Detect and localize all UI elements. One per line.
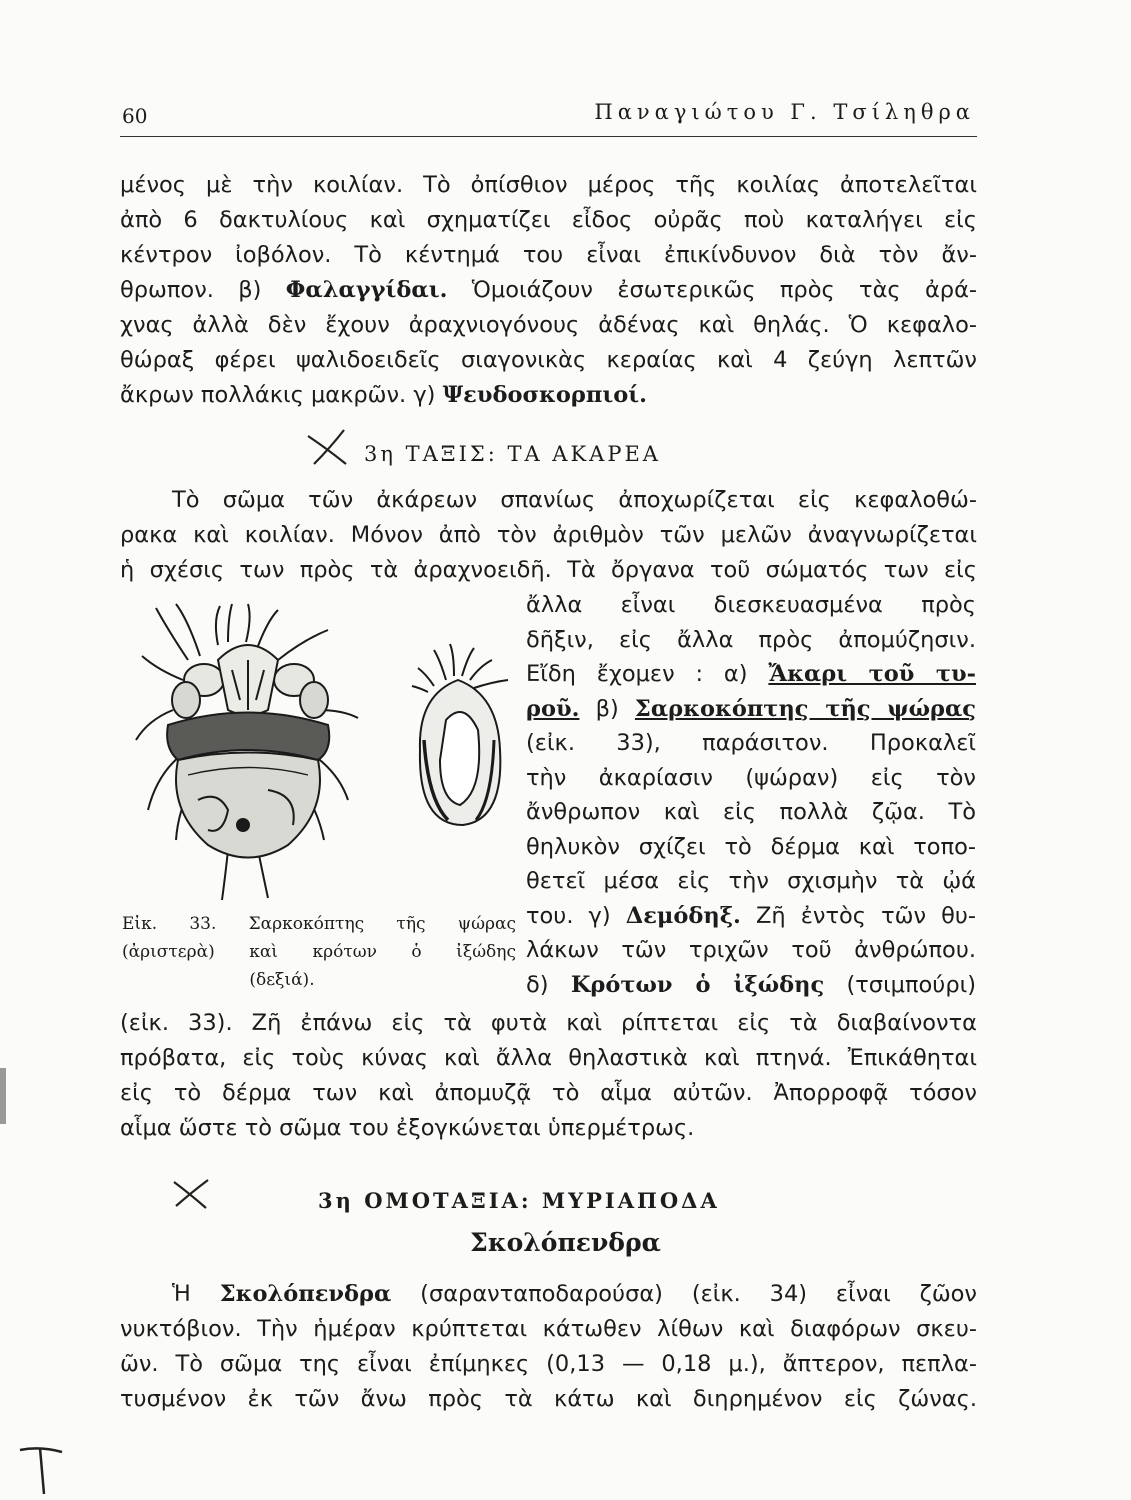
tick-drawing <box>412 644 508 825</box>
text-line: (εἰκ. 33). Ζῆ ἐπάνω εἰς τὰ φυτὰ καὶ ρίπτεται εἰς τὰ διαβαίνοντα <box>120 1010 977 1036</box>
text-span: β) <box>595 695 619 722</box>
text-line: θηλυκὸν σχίζει τὸ δέρμα καὶ τοπο- <box>526 833 976 860</box>
subsection-title: Σκολόπενδρα <box>470 1228 661 1257</box>
text-line: ἄλλα εἶναι διεσκευασμένα πρὸς <box>526 592 976 618</box>
text-line: ρακα καὶ κοιλίαν. Μόνον ἀπὸ τὸν ἀριθμὸν τῶν μελῶν ἀναγνωρίζεται <box>120 522 977 548</box>
text-line: τυσμένον ἐκ τῶν ἄνω πρὸς τὰ κάτω καὶ διηρημένον εἰς ζώνας. <box>120 1386 977 1412</box>
term-pseudoscorpions: Ψευδοσκορπιοί. <box>442 382 647 408</box>
text-line <box>526 692 976 727</box>
sarcoptes-mite-drawing <box>136 604 358 900</box>
text-line <box>526 899 976 934</box>
term-sarcoptes: Σαρκοκόπτης τῆς ψώρας <box>634 695 976 722</box>
paragraph-akarea-cont <box>120 518 977 588</box>
paragraph-tick-cont <box>120 1006 977 1146</box>
text-span: του. γ) <box>526 902 611 929</box>
text-line: μένος μὲ τὴν κοιλίαν. Τὸ ὀπίσθιον μέρος τῆς κοιλίας ἀποτελεῖται <box>120 172 977 198</box>
text-line: εἰς τὸ δέρμα των καὶ ἀπομυζᾷ τὸ αἷμα αὐτῶν. Ἀπορροφᾷ τόσον <box>120 1080 977 1106</box>
term-phalangidae: Φαλαγγίδαι. <box>285 277 448 303</box>
text-line: δῆξιν, εἰς ἄλλα πρὸς ἀπομύζησιν. <box>526 626 976 653</box>
text-span: θρωπον. β) <box>120 277 262 303</box>
text-span: (σαρανταποδαρούσα) (εἰκ. 34) εἶναι ζῶον <box>420 1281 977 1307</box>
text-span: Ὁμοιάζουν ἐσωτερικῶς πρὸς τὰς ἀρά- <box>471 277 978 303</box>
text-line: ἀπὸ 6 δακτυλίους καὶ σχηματίζει εἶδος οὐρᾶς ποὺ καταλήγει εἰς <box>120 207 977 233</box>
paragraph-mite-species <box>526 588 976 1002</box>
handwritten-x-mark <box>170 1176 212 1212</box>
text-line: αἷμα ὥστε τὸ σῶμα του ἐξογκώνεται ὑπερμέτρως. <box>120 1115 695 1141</box>
text-line: θώραξ φέρει ψαλιδοειδεῖς σιαγονικὰς κεραίας καὶ 4 ζεύγη λεπτῶν <box>120 347 977 373</box>
text-span: (τσιμπούρι) <box>846 971 977 998</box>
page-edge-shadow <box>0 1068 6 1124</box>
text-line: τὴν ἀκαρίασιν (ψώραν) εἰς τὸν <box>526 764 976 791</box>
running-title: Παναγιώτου Γ. Τσίληθρα <box>594 100 975 124</box>
mite-and-tick-illustration <box>128 600 518 905</box>
term-scolopendra: Σκολόπενδρα <box>219 1281 392 1307</box>
text-span: Ζῆ ἐντὸς τῶν θυ- <box>755 902 977 929</box>
text-line <box>120 378 977 413</box>
text-line <box>120 273 977 308</box>
text-line: ῶν. Τὸ σῶμα της εἶναι ἐπίμηκες (0,13 — 0,18 μ.), ἄπτερον, πεπλα- <box>120 1351 977 1377</box>
text-span: δ) <box>526 971 549 998</box>
caption-line: Εἰκ. 33. Σαρκοκόπτης τῆς ψώρας <box>122 914 516 934</box>
term-tick: Κρότων ὁ ἰξώδης <box>570 971 825 998</box>
handwritten-t-mark <box>16 1440 66 1496</box>
text-line <box>120 1277 977 1312</box>
text-line: λάκων τῶν τριχῶν τοῦ ἀνθρώπου. <box>526 937 976 963</box>
text-line: θετεῖ μέσα εἰς τὴν σχισμὴν τὰ ᾠά <box>526 868 976 894</box>
text-span: Ἡ <box>172 1281 191 1307</box>
text-line: (εἰκ. 33), παράσιτον. Προκαλεῖ <box>526 730 976 756</box>
paragraph-scolopendra <box>120 1277 977 1417</box>
header-rule <box>120 136 977 137</box>
section-heading-myriapoda: 3η ΟΜΟΤΑΞΙΑ: ΜΥΡΙΑΠΟΔΑ <box>318 1188 720 1213</box>
text-line: νυκτόβιον. Τὴν ἡμέραν κρύπτεται κάτωθεν λίθων καὶ διαφόρων σκευ- <box>120 1316 977 1342</box>
text-line: Τὸ σῶμα τῶν ἀκάρεων σπανίως ἀποχωρίζεται εἰς κεφαλοθώ- <box>172 487 977 513</box>
text-line <box>526 968 976 1003</box>
caption-line: (ἀριστερὰ) καὶ κρότων ὁ ἰξώδης <box>122 942 516 962</box>
text-line: χνας ἀλλὰ δὲν ἔχουν ἀραχνιογόνους ἀδένας καὶ θηλάς. Ὁ κεφαλο- <box>120 312 977 338</box>
term-cheese-mite: Ἄκαρι τοῦ τυ- <box>768 661 976 687</box>
caption-line: (δεξιά). <box>249 970 315 990</box>
term-cheese-mite-end: ροῦ. <box>526 695 580 722</box>
text-span: ἄκρων πολλάκις μακρῶν. γ) <box>120 382 436 408</box>
section-heading-akarea: 3η ΤΑΞΙΣ: ΤΑ ΑΚΑΡΕΑ <box>364 442 661 466</box>
text-span: Εἴδη ἔχομεν : α) <box>526 661 748 687</box>
text-line: κέντρον ἰοβόλον. Τὸ κέντημά του εἶναι ἐπικίνδυνον διὰ τὸν ἄν- <box>120 242 977 268</box>
text-line: πρόβατα, εἰς τοὺς κύνας καὶ ἄλλα θηλαστικὰ καὶ πτηνά. Ἐπικάθηται <box>120 1045 977 1071</box>
term-demodex: Δεμόδηξ. <box>625 902 741 929</box>
figure-caption <box>122 910 516 994</box>
text-line <box>526 657 976 692</box>
paragraph-arachnids <box>120 168 977 413</box>
paragraph-akarea-first <box>172 483 977 518</box>
text-line: ἡ σχέσις των πρὸς τὰ ἀραχνοειδῆ. Τὰ ὄργανα τοῦ σώματός των εἰς <box>120 557 977 583</box>
handwritten-x-mark <box>304 428 352 468</box>
figure-33 <box>128 600 518 905</box>
text-line: ἄνθρωπον καὶ εἰς πολλὰ ζῷα. Τὸ <box>526 799 976 825</box>
page-number: 60 <box>122 104 148 128</box>
